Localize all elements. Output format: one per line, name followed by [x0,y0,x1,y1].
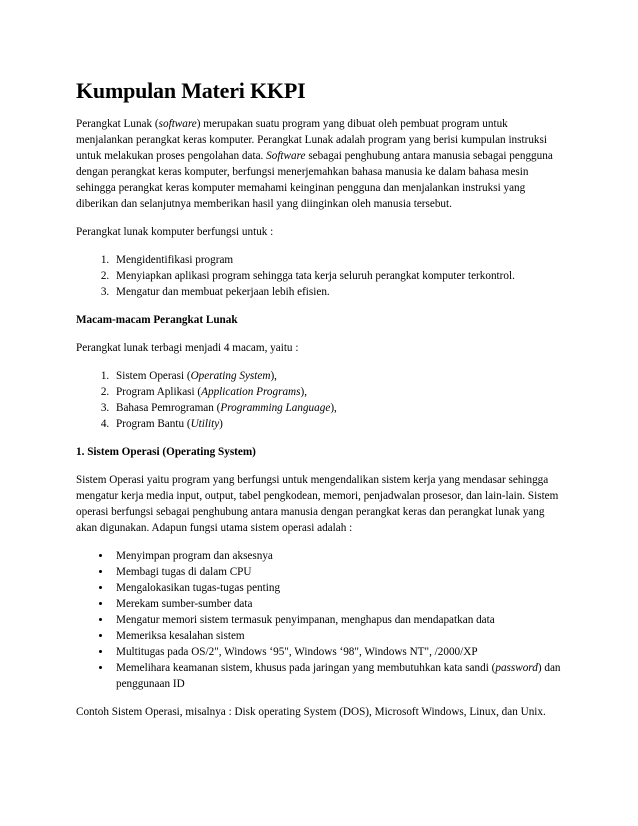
type-item-term: Operating System [190,370,271,382]
type-item [112,416,566,432]
os-function-item: • Mengalokasikan tugas-tugas penting [112,580,566,596]
os-security-term: password [495,662,538,674]
intro-software-term: software [158,118,197,130]
type-item-label: Bahasa Pemrograman ( [116,402,221,414]
type-item-suffix: ), [300,386,308,398]
intro-text-2: ) merupakan suatu program yang dibuat oleh pembuat program untuk menjalankan perangkat keras komputer. Perangkat Lunak adalah program yang berisi kumpulan instruksi untuk melakukan proses pengolahan data. [76,118,547,162]
os-function-item [112,660,566,692]
function-item: 3. Mengatur dan membuat pekerjaan lebih efisien. [112,284,566,300]
type-item-label: Program Aplikasi ( [116,386,202,398]
type-item-term: Utility [190,418,220,430]
type-item-term: Application Programs [201,386,301,398]
type-item-label: Sistem Operasi ( [116,370,191,382]
type-item-term: Programming Language [220,402,331,414]
os-function-list [76,548,566,692]
function-list [76,252,566,300]
os-function-item: • Membagi tugas di dalam CPU [112,564,566,580]
os-security-text: Memelihara keamanan sistem, khusus pada jaringan yang membutuhkan kata sandi ( [116,662,496,674]
function-item: 2. Menyiapkan aplikasi program sehingga tata kerja seluruh perangkat komputer terkontrol. [112,268,566,284]
intro-paragraph [76,116,566,212]
os-security-suffix: ) dan penggunaan ID [116,662,561,690]
type-item-suffix: ), [270,370,277,382]
types-list [76,368,566,432]
os-function-item: • Menyimpan program dan aksesnya [112,548,566,564]
types-heading: Macam-macam Perangkat Lunak [76,314,238,326]
type-item-suffix: ), [330,402,337,414]
os-examples: Contoh Sistem Operasi, misalnya : Disk operating System (DOS), Microsoft Windows, Linux, dan Unix. [76,706,546,718]
type-item [112,384,566,400]
os-function-item: • Merekam sumber-sumber data [112,596,566,612]
type-item [112,368,566,384]
function-intro: Perangkat lunak komputer berfungsi untuk : [76,226,274,238]
intro-text-1: Perangkat Lunak ( [76,118,159,130]
intro-text-3: sebagai penghubung antara manusia sebagai pengguna dengan perangkat keras komputer, berfungsi menerjemahkan bahasa manusia ke dalam bahasa mesin sehingga perangkat keras komputer memahami keinginan pengguna dan menjalankan instruksi yang diberikan dan selanjutnya memberikan hasil yang diinginkan oleh manusia tersebut. [76,150,553,210]
type-item-label: Program Bantu ( [116,418,191,430]
type-item [112,400,566,416]
os-paragraph: Sistem Operasi yaitu program yang berfungsi untuk mengendalikan sistem kerja yang mendasar sehingga mengatur kerja media input, output, tabel pengkodean, memori, penjadwalan prosesor, dan lain-lain. Sistem operasi berfungsi sebagai penghubung antara manusia dengan perangkat keras dan perangkat lunak yang akan digunakan. Adapun fungsi utama sistem operasi adalah : [76,474,559,534]
os-function-item: • Mengatur memori sistem termasuk penyimpanan, menghapus dan mendapatkan data [112,612,566,628]
os-function-item: • Multitugas pada OS/2", Windows ‘95", Windows ‘98", Windows NT", /2000/XP [112,644,566,660]
page-title: Kumpulan Materi KKPI [76,78,306,103]
intro-software-term-2: Software [266,150,306,162]
os-heading: 1. Sistem Operasi (Operating System) [76,446,256,458]
type-item-suffix: ) [219,418,223,430]
types-intro: Perangkat lunak terbagi menjadi 4 macam, yaitu : [76,342,299,354]
document-page [76,78,566,732]
function-item: 1. Mengidentifikasi program [112,252,566,268]
os-function-item: • Memeriksa kesalahan sistem [112,628,566,644]
